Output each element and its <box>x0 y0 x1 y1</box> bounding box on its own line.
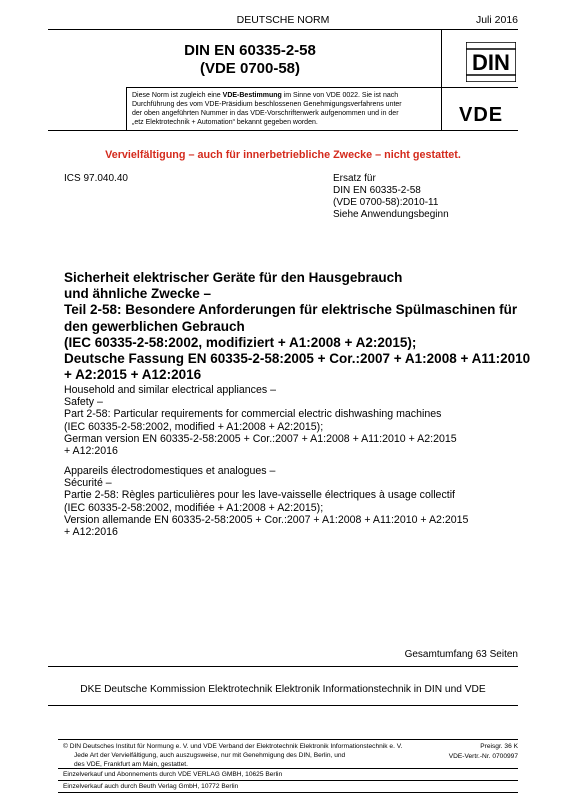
footer-rule-2 <box>58 780 518 781</box>
vde-number: (VDE 0700-58) <box>199 60 301 77</box>
top-box-mid-rule <box>126 87 518 88</box>
title-en-line3: Part 2-58: Particular requirements for commercial electric dishwashing machines <box>64 408 442 421</box>
title-french <box>64 465 534 538</box>
copyright-line2: Jede Art der Vervielfältigung, auch auszugsweise, nur mit Genehmigung des DIN, Berlin, und <box>74 752 346 759</box>
copy-warning: Vervielfältigung – auch für innerbetriebliche Zwecke – nicht gestattet. <box>105 149 461 161</box>
title-de-line1: Sicherheit elektrischer Geräte für den Hausgebrauch <box>64 270 403 285</box>
ics-code: ICS 97.040.40 <box>64 173 128 184</box>
dke-rule <box>48 705 518 706</box>
title-de-line6: Deutsche Fassung EN 60335-2-58:2005 + Cor.:2007 + A1:2008 + A11:2010 <box>64 351 531 367</box>
title-de-line7: + A2:2015 + A12:2016 <box>64 367 202 383</box>
footer-bottom-rule <box>58 792 518 793</box>
top-box-bottom-rule <box>48 130 518 131</box>
dke-line: DKE Deutsche Kommission Elektrotechnik Elektronik Informationstechnik in DIN und VDE <box>80 684 486 695</box>
vde-notice-line4: „etz Elektrotechnik + Automation“ bekannt gegeben worden. <box>132 119 318 126</box>
title-fr-line4: (IEC 60335-2-58:2002, modifiée + A1:2008 + A2:2015); <box>64 501 324 514</box>
replacement-line4: Siehe Anwendungsbeginn <box>333 209 449 220</box>
din-logo <box>466 42 516 82</box>
replacement-line3: (VDE 0700-58):2010-11 <box>333 197 439 208</box>
title-en-line1: Household and similar electrical appliances – <box>64 384 276 396</box>
title-german <box>64 270 534 383</box>
title-fr-line2: Sécurité – <box>64 477 112 490</box>
title-en-line5: German version EN 60335-2-58:2005 + Cor.:2007 + A1:2008 + A11:2010 + A2:2015 <box>64 432 457 445</box>
pages-rule <box>48 666 518 667</box>
din-logo-graphic <box>466 42 516 82</box>
replacement-line2: DIN EN 60335-2-58 <box>333 185 421 196</box>
header-rule <box>48 29 518 30</box>
copyright-line1: © DIN Deutsches Institut für Normung e. V. und VDE Verband der Elektrotechnik Elektronik Informationstechnik e. V. <box>63 743 403 750</box>
vde-notice-line1-bold: VDE-Bestimmung <box>222 92 282 99</box>
vde-order-number: VDE-Vertr.-Nr. 0700997 <box>448 753 518 760</box>
vde-notice-line1-post: im Sinne von VDE 0022. Sie ist nach <box>281 92 399 99</box>
title-de-line2: und ähnliche Zwecke – <box>64 286 212 302</box>
footer-mid-rule <box>58 768 518 769</box>
title-fr-line6: + A12:2016 <box>64 526 118 539</box>
title-de-line3: Teil 2-58: Besondere Anforderungen für elektrische Spülmaschinen für <box>64 302 518 318</box>
title-fr-line1: Appareils électrodomestiques et analogues – <box>64 465 276 477</box>
vde-notice-line3: der oben angeführten Nummer in das VDE-Vorschriftenwerk aufgenommen und in der <box>132 110 399 117</box>
footer-top-rule <box>58 739 518 740</box>
title-fr-line5: Version allemande EN 60335-2-58:2005 + Cor.:2007 + A1:2008 + A11:2010 + A2:2015 <box>64 513 469 526</box>
price-group: Preisgr. 36 K <box>480 743 518 750</box>
din-logo-text: DIN <box>472 50 510 75</box>
top-box-left-edge <box>126 87 127 130</box>
publication-date: Juli 2016 <box>475 14 518 26</box>
vde-logo: VDE <box>459 104 504 126</box>
title-de-line5: (IEC 60335-2-58:2002, modifiziert + A1:2008 + A2:2015); <box>64 334 417 350</box>
title-de-line4: den gewerblichen Gebrauch <box>64 318 245 334</box>
copyright-notice <box>63 742 433 769</box>
title-fr-line3: Partie 2-58: Règles particulières pour les lave-vaisselle électriques à usage collectif <box>64 489 455 502</box>
title-english <box>64 384 534 457</box>
vde-notice <box>132 91 437 127</box>
sales-line1: Einzelverkauf und Abonnements durch VDE VERLAG GMBH, 10625 Berlin <box>63 771 283 778</box>
copyright-line3: des VDE, Frankfurt am Main, gestattet. <box>74 761 188 768</box>
replacement-line1: Ersatz für <box>333 173 376 184</box>
sales-line2: Einzelverkauf auch durch Beuth Verlag GmbH, 10772 Berlin <box>63 783 239 790</box>
vde-notice-line1 <box>132 91 437 100</box>
vde-notice-line2: Durchführung des vom VDE-Präsidium beschlossenen Genehmigungsverfahrens unter <box>132 101 402 108</box>
doc-type-label: DEUTSCHE NORM <box>236 14 330 26</box>
title-en-line6: + A12:2016 <box>64 445 118 458</box>
title-en-line4: (IEC 60335-2-58:2002, modified + A1:2008 + A2:2015); <box>64 420 324 433</box>
title-en-line2: Safety – <box>64 396 103 409</box>
top-box-divider <box>441 30 442 130</box>
vde-notice-line1-pre: Diese Norm ist zugleich eine <box>132 92 223 99</box>
standard-number: DIN EN 60335-2-58 <box>184 42 316 59</box>
total-pages: Gesamtumfang 63 Seiten <box>404 649 518 660</box>
replacement-info <box>333 173 449 221</box>
